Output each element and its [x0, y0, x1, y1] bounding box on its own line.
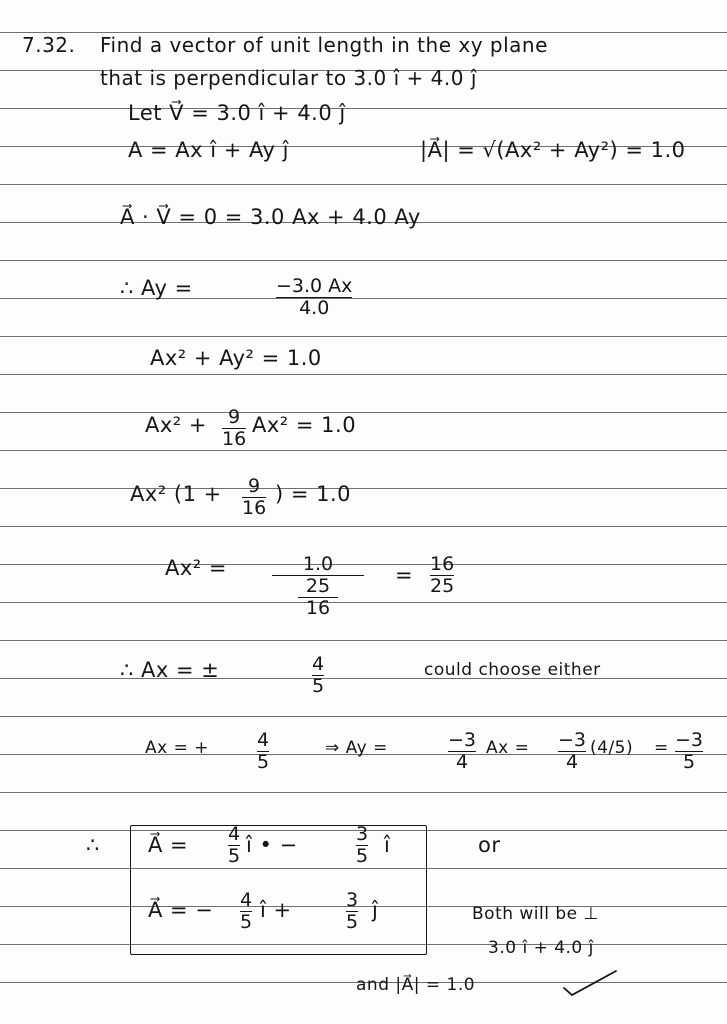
ax-value-den: 5 [312, 675, 325, 697]
choice-c-num: −3 [558, 729, 587, 751]
choice-ax-label: Ax = [486, 738, 530, 758]
choice-ax-den: 5 [257, 751, 270, 773]
factored-den: 16 [242, 497, 267, 519]
answer-line2-num2: 3 [346, 889, 359, 911]
choice-c-den: 4 [565, 751, 579, 773]
answer-line2-num1: 4 [240, 889, 253, 911]
choice-paren: (4/5) [590, 738, 634, 758]
solve-ay-numerator: −3.0 Ax [276, 275, 353, 297]
solve-ay-denominator: 4.0 [299, 297, 330, 319]
choice-coefficient [558, 730, 586, 773]
substitution-left: Ax² + [145, 413, 207, 437]
ax-value-prefix: ∴ Ax = ± [120, 658, 220, 682]
dot-product-equation: A⃗ · V⃗ = 0 = 3.0 Ax + 4.0 Ay [120, 205, 421, 229]
answer-line1-den2: 5 [356, 845, 369, 867]
answer-line1-frac1 [228, 824, 240, 867]
therefore-symbol: ∴ [86, 833, 100, 857]
ax-squared-num: 1.0 [302, 553, 334, 575]
factored-num: 9 [248, 475, 261, 497]
choice-ax-num: 4 [257, 729, 270, 751]
ax-squared-left: Ax² = [165, 556, 227, 580]
choice-left: Ax = + [145, 738, 209, 758]
solve-ay-prefix: ∴ Ay = [120, 276, 193, 300]
conclusion-line3: and |A⃗| = 1.0 [356, 975, 476, 995]
answer-line1-num2: 3 [356, 823, 369, 845]
ax-squared-result-den: 25 [430, 575, 455, 597]
choice-ax-fraction [257, 730, 269, 773]
ax-value-num: 4 [312, 653, 325, 675]
answer-line1-end: î [384, 833, 391, 857]
choice-multiplier [448, 730, 476, 773]
ax-squared-den-bottom: 16 [305, 597, 331, 619]
choice-m-den: 4 [455, 751, 469, 773]
unit-condition: Ax² + Ay² = 1.0 [150, 346, 322, 370]
choice-result [675, 730, 703, 773]
factored-fraction [242, 476, 266, 519]
choice-m-num: −3 [448, 729, 477, 751]
conclusion-line2: 3.0 î + 4.0 ĵ [488, 938, 594, 958]
ax-value-note: could choose either [424, 660, 601, 680]
problem-statement-line2: that is perpendicular to 3.0 î + 4.0 ĵ [100, 66, 477, 90]
answer-line2-frac2 [346, 890, 358, 933]
substitution-coefficient [222, 407, 246, 450]
substitution-coef-num: 9 [228, 406, 241, 428]
factored-left: Ax² (1 + [130, 482, 222, 506]
substitution-right: Ax² = 1.0 [252, 413, 357, 437]
answer-line1-prefix: A⃗ = [148, 833, 189, 857]
ax-squared-result [430, 554, 454, 597]
problem-number: 7.32. [22, 33, 76, 57]
solve-ay-fraction [276, 276, 352, 319]
answer-line2-prefix: A⃗ = − [148, 898, 214, 922]
answer-line2-frac1 [240, 890, 252, 933]
factored-right: ) = 1.0 [275, 482, 352, 506]
conclusion-line1: Both will be ⊥ [472, 904, 599, 924]
answer-line1-num1: 4 [228, 823, 241, 845]
answer-line1-mid: î • − [246, 833, 298, 857]
let-line: Let V⃗ = 3.0 î + 4.0 ĵ [128, 101, 346, 125]
ax-squared-result-num: 16 [430, 553, 455, 575]
ax-squared-equals: = [395, 563, 414, 587]
answer-line1-den1: 5 [228, 845, 241, 867]
a-definition: A = Ax î + Ay ĵ [128, 138, 289, 162]
answer-line2-end: ĵ [372, 898, 379, 922]
choice-eq: = [654, 738, 669, 758]
answer-line1-frac2 [356, 824, 368, 867]
answer-line2-den2: 5 [346, 911, 359, 933]
choice-r-den: 5 [682, 751, 696, 773]
ax-squared-fraction [272, 554, 364, 619]
choice-r-num: −3 [675, 729, 704, 751]
checkmark-icon [560, 968, 620, 998]
ax-value-fraction [312, 654, 324, 697]
choice-implies: ⇒ Ay = [325, 738, 388, 758]
answer-line2-mid: î + [260, 898, 292, 922]
magnitude-equation: |A⃗| = √(Ax² + Ay²) = 1.0 [420, 138, 686, 162]
substitution-coef-den: 16 [222, 428, 247, 450]
problem-statement-line1: Find a vector of unit length in the xy plane [100, 33, 548, 57]
answer-line2-den1: 5 [240, 911, 253, 933]
answer-or: or [478, 833, 501, 857]
ax-squared-den-top: 25 [305, 575, 331, 597]
